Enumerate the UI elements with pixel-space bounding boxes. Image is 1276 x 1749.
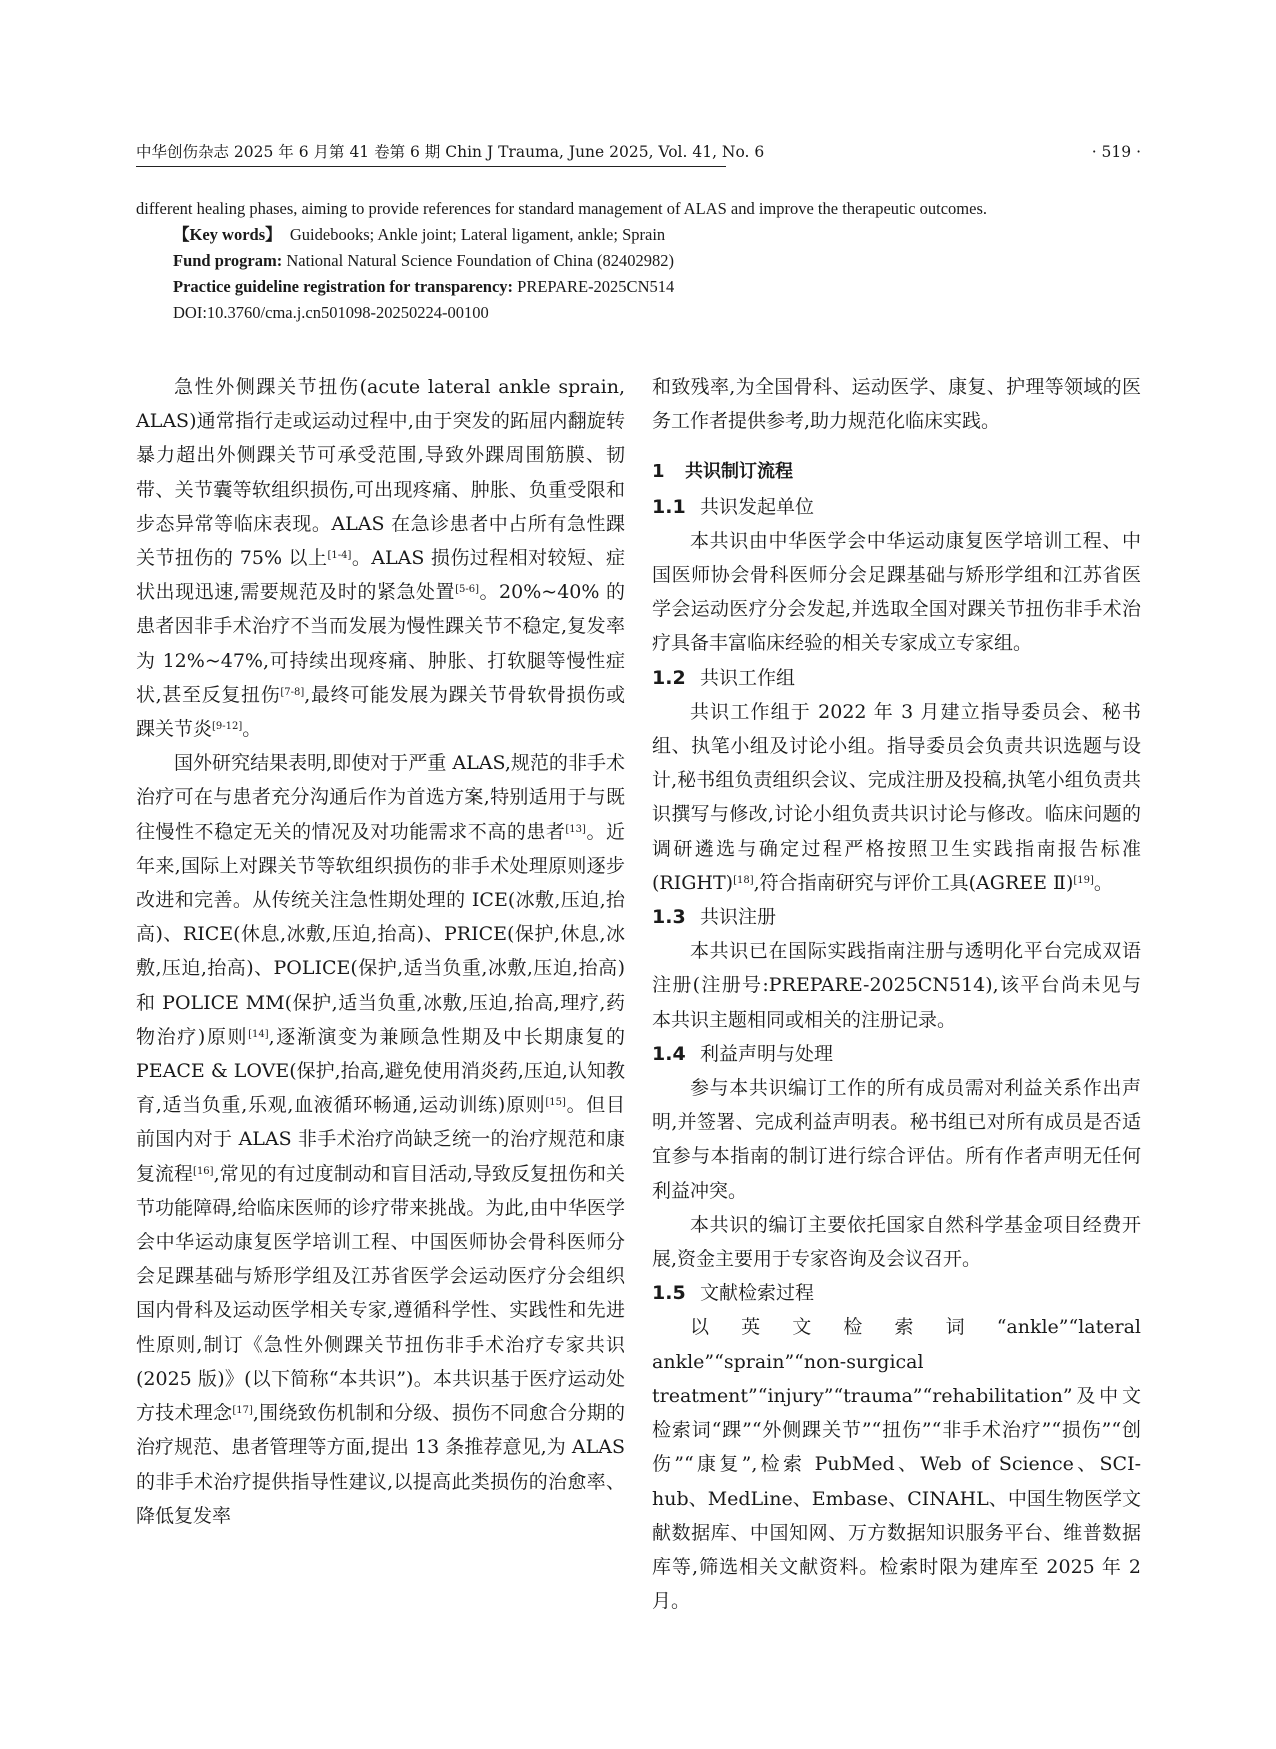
right-column [652, 370, 1141, 1618]
registration-label: Practice guideline registration for transparency: [173, 277, 514, 296]
body-text: 。20%~40% 的患者因非手术治疗不当而发展为慢性踝关节不稳定,复发率为 12%~47%,可持续出现疼痛、肿胀、打软腿等慢性症状,甚至反复扭伤 [136, 581, 625, 706]
body-paragraph [136, 370, 625, 746]
citation-ref: [1-4] [327, 550, 352, 562]
section-number: 1 [652, 461, 665, 483]
fund-label: Fund program: [173, 251, 283, 270]
citation-ref: [17] [232, 1405, 253, 1417]
body-text: ,逐渐演变为兼顾急性期及中长期康复的 PEACE & LOVE(保护,抬高,避免使用消炎药,压迫,认知教育,适当负重,乐观,血液循环畅通,运动训练)原则 [136, 1025, 625, 1117]
body-text: 。 [1093, 871, 1113, 894]
page-number: · 519 · [1091, 143, 1141, 161]
subsection-heading [652, 900, 1141, 934]
subsection-title: 文献检索过程 [700, 1282, 815, 1305]
body-text: ,常见的有过度制动和盲目活动,导致反复扭伤和关节功能障碍,给临床医师的诊疗带来挑战。为此,由中华医学会中华运动康复医学培训工程、中国医师协会骨科医师分会足踝基础与矫形学组及江苏省医学会运动医疗分会组织国内骨科及运动医学相关专家,遵循科学性、实践性和先进性原则,制订《急性外侧踝关节扭伤非手术治疗专家共识(2025 版)》(以下简称“本共识”)。本共识基于医疗运动处方技术理念 [136, 1162, 625, 1425]
body-text: 急性外侧踝关节扭伤(acute lateral ankle sprain, ALAS)通常指行走或运动过程中,由于突发的跖屈内翻旋转暴力超出外侧踝关节可承受范围,导致外踝周围筋膜、韧带、关节囊等软组织损伤,可出现疼痛、肿胀、负重受限和步态异常等临床表现。ALAS 在急诊患者中占所有急性踝关节扭伤的 75% 以上 [136, 376, 625, 570]
subsection-number: 1.3 [652, 906, 686, 929]
fund-text: National Natural Science Foundation of China (82402982) [286, 251, 675, 270]
subsection-number: 1.4 [652, 1042, 686, 1065]
body-text: ,最终可能发展为踝关节骨软骨损伤或踝关节炎 [136, 683, 625, 741]
body-paragraph [136, 746, 625, 1533]
keywords-label: 【Key words】 [173, 225, 282, 244]
subsection-title: 共识注册 [700, 906, 777, 929]
keywords-text: Guidebooks; Ankle joint; Lateral ligament, ankle; Sprain [289, 225, 666, 244]
subsection-title: 利益声明与处理 [700, 1042, 834, 1065]
body-text: 。近年来,国际上对踝关节等软组织损伤的非手术处理原则逐步改进和完善。从传统关注急性期处理的 ICE(冰敷,压迫,抬高)、RICE(休息,冰敷,压迫,抬高)、PRICE(保护,休息,冰敷,压迫,抬高)、POLICE(保护,适当负重,冰敷,压迫,抬高)和 POLICE MM(保护,适当负重,冰敷,压迫,抬高,理疗,药物治疗)原则 [136, 820, 625, 1048]
body-paragraph: 和致残率,为全国骨科、运动医学、康复、护理等领域的医务工作者提供参考,助力规范化临床实践。 [652, 376, 1141, 433]
registration-line [136, 274, 1141, 300]
body-text: 。但目前国内对于 ALAS 非手术治疗尚缺乏统一的治疗规范和康复流程 [136, 1094, 625, 1185]
abstract-block [136, 196, 1141, 326]
citation-ref: [15] [545, 1097, 566, 1109]
body-text: 共识工作组于 2022 年 3 月建立指导委员会、秘书组、执笔小组及讨论小组。指导委员会负责共识选题与设计,秘书组负责组织会议、完成注册及投稿,执笔小组负责共识撰写与修改,讨论小组负责共识讨论与修改。临床问题的调研遴选与确定过程严格按照卫生实践指南报告标准(RIGHT) [652, 700, 1141, 894]
body-paragraph [652, 695, 1141, 900]
body-text: 国外研究结果表明,即使对于严重 ALAS,规范的非手术治疗可在与患者充分沟通后作为首选方案,特别适用于与既往慢性不稳定无关的情况及对功能需求不高的患者 [136, 752, 625, 843]
body-paragraph: 本共识的编订主要依托国家自然科学基金项目经费开展,资金主要用于专家咨询及会议召开。 [652, 1213, 1141, 1271]
citation-ref: [5-6] [455, 584, 479, 596]
body-text: ,围绕致伤机制和分级、损伤不同愈合分期的治疗规范、患者管理等方面,提出 13 条推荐意见,为 ALAS 的非手术治疗提供指导性建议,以提高此类损伤的治愈率、降低复发率 [136, 1402, 625, 1527]
body-paragraph: 本共识已在国际实践指南注册与透明化平台完成双语注册(注册号:PREPARE-2025CN514),该平台尚未见与本共识主题相同或相关的注册记录。 [652, 940, 1141, 1031]
body-paragraph: 以英文检索词“ankle”“lateral ankle”“sprain”“non-surgical treatment”“injury”“trauma”“rehabilitation”及中文检索词“踝”“外侧踝关节”“扭伤”“非手术治疗”“损伤”“创伤”“康复”,检索 PubMed、Web of Science、SCI-hub、MedLine、Embase、CINAHL、中国生物医学文献数据库、中国知网、万方数据知识服务平台、维普数据库等,筛选相关文献资料。检索时限为建库至 2025 年 2 月。 [652, 1316, 1141, 1613]
subsection-title: 共识发起单位 [700, 495, 815, 518]
doi-line: DOI:10.3760/cma.j.cn501098-20250224-00100 [173, 303, 489, 322]
body-paragraph: 参与本共识编订工作的所有成员需对利益关系作出声明,并签署、完成利益声明表。秘书组已对所有成员是否适宜参与本指南的制订进行综合评估。所有作者声明无任何利益冲突。 [652, 1077, 1141, 1202]
section-title: 共识制订流程 [685, 461, 793, 483]
citation-ref: [14] [248, 1028, 269, 1040]
subsection-number: 1.1 [652, 495, 686, 518]
citation-ref: [7-8] [280, 686, 305, 698]
citation-ref: [13] [565, 823, 586, 835]
subsection-heading [652, 490, 1141, 524]
abstract-tail: different healing phases, aiming to provide references for standard management of ALAS and improve the therapeutic outcomes. [136, 199, 987, 218]
keywords-line [136, 222, 1141, 248]
subsection-number: 1.5 [652, 1282, 686, 1305]
header-rule [136, 166, 726, 167]
body-text: 。 [242, 718, 262, 741]
left-column [136, 370, 625, 1533]
section-heading [652, 455, 1141, 489]
body-text: 。ALAS 损伤过程相对较短、症状出现迅速,需要规范及时的紧急处置 [136, 547, 625, 604]
journal-citation: 中华创伤杂志 2025 年 6 月第 41 卷第 6 期 Chin J Trauma, June 2025, Vol. 41, No. 6 [136, 143, 765, 161]
body-text: ,符合指南研究与评价工具(AGREE Ⅱ) [753, 871, 1074, 894]
subsection-heading [652, 1037, 1141, 1071]
registration-text: PREPARE-2025CN514 [517, 277, 675, 296]
running-header [136, 140, 1141, 164]
citation-ref: [9-12] [212, 721, 243, 733]
citation-ref: [16] [193, 1165, 214, 1177]
subsection-title: 共识工作组 [700, 666, 796, 689]
subsection-number: 1.2 [652, 666, 686, 689]
subsection-heading [652, 661, 1141, 695]
citation-ref: [19] [1073, 874, 1094, 886]
subsection-heading [652, 1276, 1141, 1310]
body-paragraph: 本共识由中华医学会中华运动康复医学培训工程、中国医师协会骨科医师分会足踝基础与矫形学组和江苏省医学会运动医疗分会发起,并选取全国对踝关节扭伤非手术治疗具备丰富临床经验的相关专家成立专家组。 [652, 529, 1141, 655]
fund-line [136, 248, 1141, 274]
citation-ref: [18] [733, 874, 754, 886]
